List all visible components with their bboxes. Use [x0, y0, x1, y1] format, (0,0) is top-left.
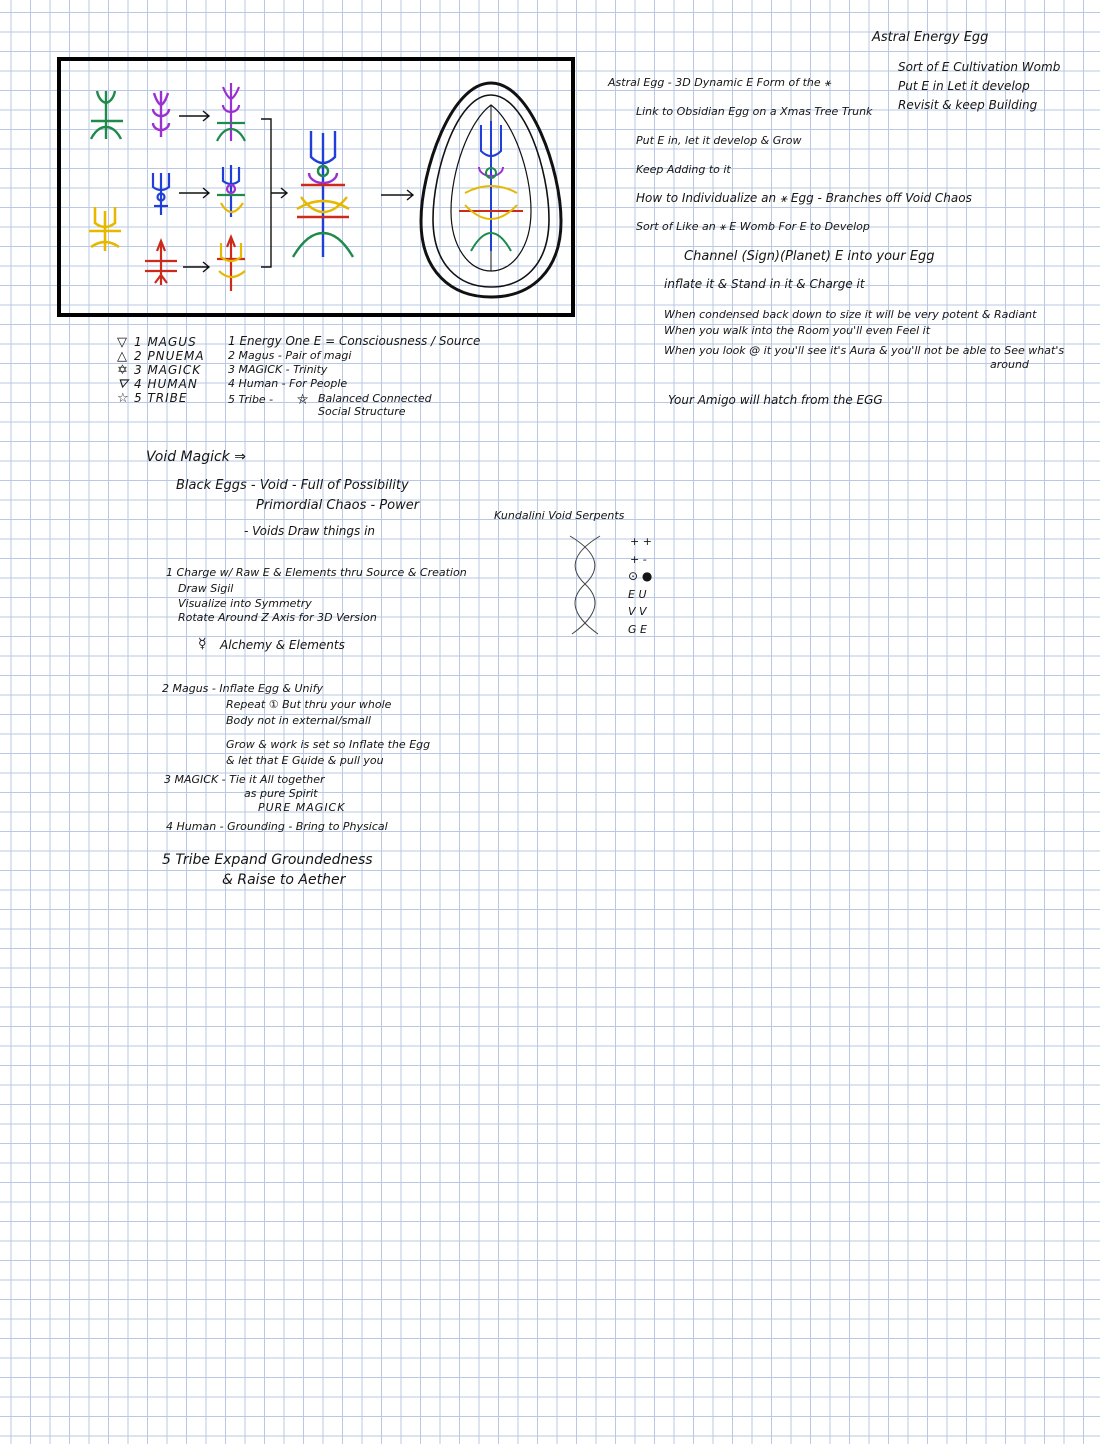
legend-def-6: Balanced Connected: [318, 392, 432, 405]
legend-symbol-5: ☆: [117, 391, 129, 406]
void-title: Void Magick ⇒: [146, 449, 246, 465]
combined-sigil-1: [217, 83, 245, 141]
blue-sigil: [153, 173, 169, 215]
legend-symbol-2: △: [117, 349, 127, 364]
step-3-title: 3 MAGICK - Tie it All together: [164, 773, 325, 786]
step-1-line-2: Visualize into Symmetry: [178, 597, 312, 610]
egg-inner-sigil: [459, 121, 523, 251]
legend-def-3: 3 MAGICK - Trinity: [228, 363, 328, 376]
alchemy-icon: ☿: [198, 636, 207, 652]
combined-sigil-3: [217, 237, 245, 291]
kundalini-row-4: E U: [628, 588, 647, 601]
legend-item-5: 5 TRIBE: [134, 391, 188, 405]
note-line-2: Link to Obsidian Egg on a Xmas Tree Trunk: [636, 105, 873, 118]
legend-item-4: 4 HUMAN: [134, 377, 198, 391]
full-sigil: [293, 131, 353, 257]
note-line-11: When you look @ it you'll see it's Aura & you'll not be able to See what's: [664, 344, 1065, 357]
sigil-diagram-drawing: [61, 61, 571, 313]
kundalini-serpents-drawing: [560, 530, 610, 640]
legend-item-1: 1 MAGUS: [134, 335, 197, 349]
note-line-4: Keep Adding to it: [636, 163, 731, 176]
note-top-1: Sort of E Cultivation Womb: [898, 60, 1061, 74]
kundalini-row-5: V V: [628, 605, 647, 618]
legend-item-2: 2 PNUEMA: [134, 349, 205, 363]
step-2-line-1: Repeat ① But thru your whole: [226, 698, 392, 711]
step-arrows: [179, 111, 413, 272]
note-line-1: Astral Egg - 3D Dynamic E Form of the ⚹: [608, 76, 831, 89]
legend-def-7: Social Structure: [318, 405, 406, 418]
step-2-line-3: Grow & work is set so Inflate the Egg: [226, 738, 431, 751]
step-5-title: 5 Tribe Expand Groundedness: [162, 852, 373, 868]
step-4-title: 4 Human - Grounding - Bring to Physical: [166, 820, 388, 833]
note-top-3: Revisit & keep Building: [898, 98, 1038, 112]
legend-def-5: 5 Tribe -: [228, 393, 274, 406]
kundalini-row-6: G E: [628, 623, 647, 636]
step-1-line-3: Rotate Around Z Axis for 3D Version: [178, 611, 377, 624]
note-line-8: inflate it & Stand in it & Charge it: [664, 277, 865, 291]
legend-def-2: 2 Magus - Pair of magi: [228, 349, 352, 362]
red-sigil: [145, 241, 177, 285]
legend-item-3: 3 MAGICK: [134, 363, 202, 377]
legend-def-1: 1 Energy One E = Consciousness / Source: [228, 334, 481, 348]
note-line-5: How to Individualize an ⚹ Egg - Branches off Void Chaos: [636, 191, 972, 205]
void-black-eggs: Black Eggs - Void - Full of Possibility: [176, 478, 409, 493]
legend-symbol-3: ✡: [117, 363, 128, 378]
kundalini-row-1: + +: [630, 535, 652, 548]
yellow-sigil: [89, 207, 121, 251]
legend-def-4: 4 Human - For People: [228, 377, 348, 390]
step-2-line-2: Body not in external/small: [226, 714, 371, 727]
sigil-diagram: [57, 57, 575, 317]
note-line-10: When you walk into the Room you'll even Feel it: [664, 324, 931, 337]
note-line-13: Your Amigo will hatch from the EGG: [668, 393, 883, 407]
kundalini-title: Kundalini Void Serpents: [494, 509, 625, 522]
step-1-title: 1 Charge w/ Raw E & Elements thru Source & Creation: [166, 566, 467, 579]
notes-heading: Astral Energy Egg: [872, 30, 989, 45]
step-5-line-1: & Raise to Aether: [222, 872, 346, 888]
note-line-7: Channel (Sign)(Planet) E into your Egg: [684, 249, 935, 264]
kundalini-row-3: ⊙ ●: [628, 569, 653, 583]
void-chaos: Primordial Chaos - Power: [256, 498, 420, 513]
purple-sigil: [153, 91, 169, 137]
note-line-6: Sort of Like an ⚹ E Womb For E to Develop: [636, 220, 870, 233]
step-1-line-1: Draw Sigil: [178, 582, 234, 595]
void-draw: - Voids Draw things in: [244, 524, 376, 538]
note-line-12: around: [990, 358, 1029, 371]
legend-symbol-4: ⛛: [117, 377, 128, 392]
note-line-9: When condensed back down to size it will be very potent & Radiant: [664, 308, 1037, 321]
note-top-2: Put E in Let it develop: [898, 79, 1030, 93]
pentagram-icon: ⛤: [297, 392, 309, 408]
step-2-title: 2 Magus - Inflate Egg & Unify: [162, 682, 323, 695]
step-3-line-2: PURE MAGICK: [258, 801, 346, 814]
legend-symbol-1: ▽: [117, 335, 127, 350]
note-line-3: Put E in, let it develop & Grow: [636, 134, 802, 147]
step-3-line-1: as pure Spirit: [244, 787, 318, 800]
kundalini-row-2: + -: [630, 553, 647, 566]
combined-sigil-2: [217, 165, 245, 217]
step-2-line-4: & let that E Guide & pull you: [226, 754, 384, 767]
green-sigil: [91, 91, 123, 139]
step-1-alchemy: Alchemy & Elements: [220, 638, 345, 652]
